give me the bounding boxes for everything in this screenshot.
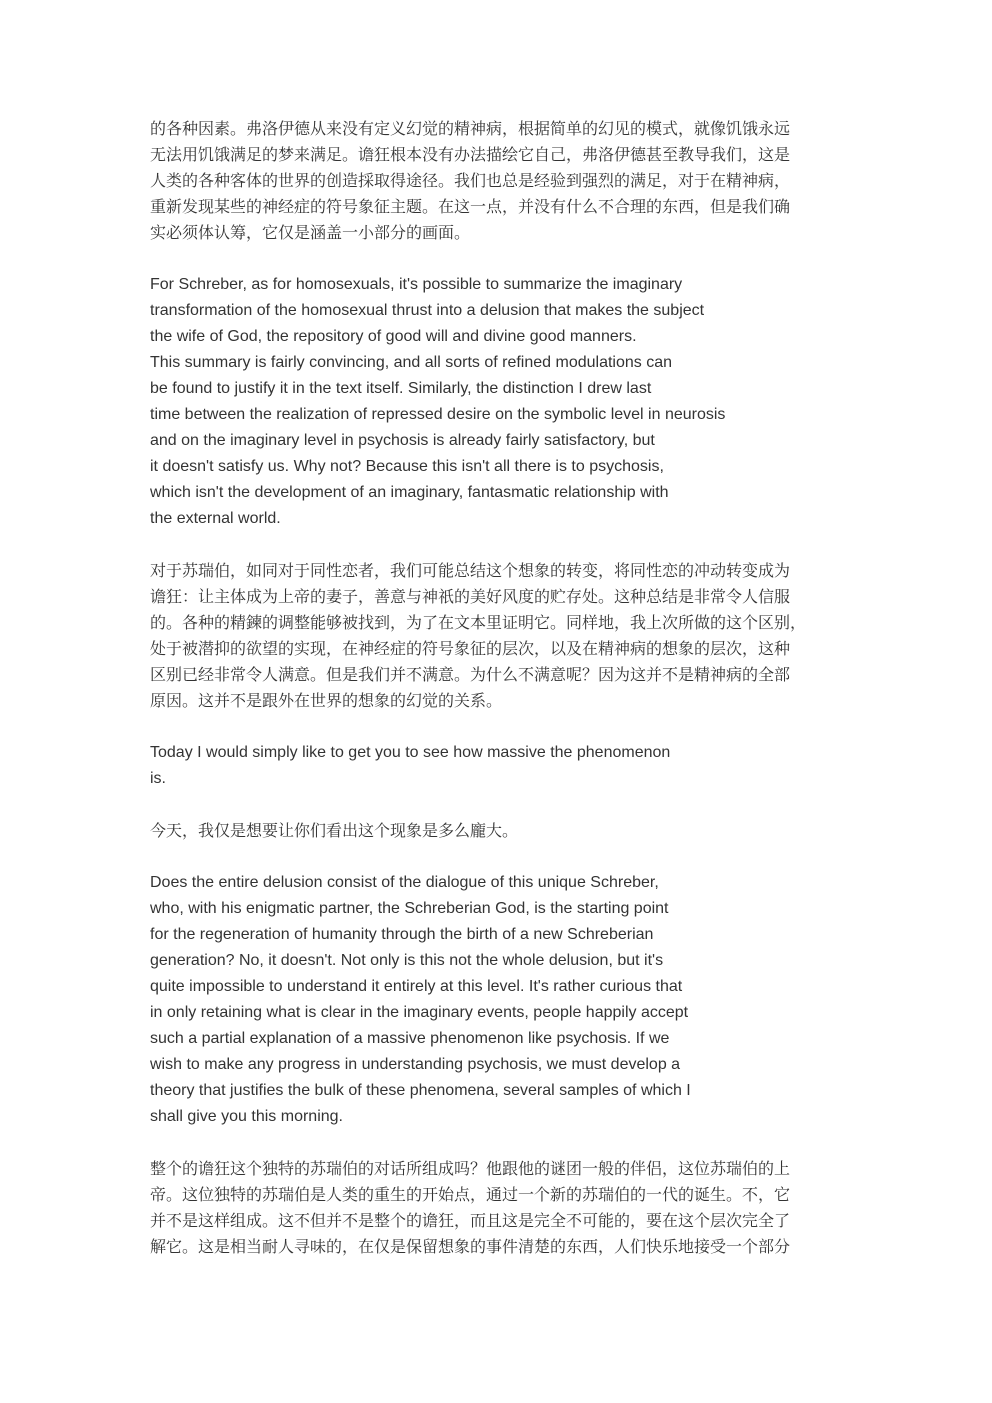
- text-line: time between the realization of repressed desire on the symbolic level in neurosis: [150, 406, 726, 423]
- paragraph-gap: [150, 246, 850, 272]
- english-paragraph: [150, 740, 850, 792]
- text-line: 谵狂：让主体成为上帝的妻子，善意与神祇的美好风度的贮存处。这种总结是非常令人信服: [150, 587, 791, 606]
- text-line: For Schreber, as for homosexuals, it's possible to summarize the imaginary: [150, 276, 683, 293]
- text-line: 无法用饥饿满足的梦来满足。谵狂根本没有办法描绘它自己，弗洛伊德甚至教导我们，这是: [150, 145, 791, 164]
- text-line: wish to make any progress in understanding psychosis, we must develop a: [150, 1056, 681, 1073]
- paragraph-gap: [150, 714, 850, 740]
- text-line: the wife of God, the repository of good will and divine good manners.: [150, 328, 637, 345]
- text-line: Does the entire delusion consist of the dialogue of this unique Schreber,: [150, 874, 659, 891]
- chinese-paragraph: [150, 818, 850, 844]
- text-line: is.: [150, 770, 166, 787]
- paragraph-gap: [150, 844, 850, 870]
- text-line: 帝。这位独特的苏瑞伯是人类的重生的开始点，通过一个新的苏瑞伯的一代的诞生。不，它: [150, 1185, 791, 1204]
- text-line: 解它。这是相当耐人寻味的，在仅是保留想象的事件清楚的东西，人们快乐地接受一个部分: [150, 1237, 791, 1256]
- text-line: 对于苏瑞伯，如同对于同性恋者，我们可能总结这个想象的转变，将同性恋的冲动转变成为: [150, 561, 791, 580]
- text-line: 原因。这并不是跟外在世界的想象的幻觉的关系。: [150, 691, 503, 710]
- text-line: shall give you this morning.: [150, 1108, 343, 1125]
- text-line: 的。各种的精鍊的调整能够被找到，为了在文本里证明它。同样地，我上次所做的这个区别，: [150, 613, 807, 632]
- text-line: 处于被潜抑的欲望的实现，在神经症的符号象征的层次，以及在精神病的想象的层次，这种: [150, 639, 791, 658]
- text-line: such a partial explanation of a massive phenomenon like psychosis. If we: [150, 1030, 670, 1047]
- text-line: 并不是这样组成。这不但并不是整个的谵狂，而且这是完全不可能的，要在这个层次完全了: [150, 1211, 791, 1230]
- text-line: theory that justifies the bulk of these phenomena, several samples of which I: [150, 1082, 691, 1099]
- text-line: who, with his enigmatic partner, the Schreberian God, is the starting point: [150, 900, 669, 917]
- text-line: transformation of the homosexual thrust into a delusion that makes the subject: [150, 302, 705, 319]
- text-line: and on the imaginary level in psychosis is already fairly satisfactory, but: [150, 432, 655, 449]
- text-line: generation? No, it doesn't. Not only is this not the whole delusion, but it's: [150, 952, 664, 969]
- text-line: which isn't the development of an imaginary, fantasmatic relationship with: [150, 484, 669, 501]
- text-line: 今天，我仅是想要让你们看出这个现象是多么龐大。: [150, 821, 519, 840]
- english-paragraph: [150, 272, 850, 532]
- text-line: 的各种因素。弗洛伊德从来没有定义幻觉的精神病，根据简单的幻见的模式，就像饥饿永远: [150, 119, 791, 138]
- text-line: This summary is fairly convincing, and all sorts of refined modulations can: [150, 354, 672, 371]
- paragraph-gap: [150, 792, 850, 818]
- english-paragraph: [150, 870, 850, 1130]
- text-line: 人类的各种客体的世界的创造採取得途径。我们也总是经验到强烈的满足，对于在精神病，: [150, 171, 791, 190]
- paragraph-gap: [150, 1130, 850, 1156]
- text-line: quite impossible to understand it entirely at this level. It's rather curious that: [150, 978, 683, 995]
- document-body: [150, 116, 850, 1260]
- chinese-paragraph: [150, 558, 850, 714]
- text-line: 整个的谵狂这个独特的苏瑞伯的对话所组成吗？他跟他的谜团一般的伴侣，这位苏瑞伯的上: [150, 1159, 791, 1178]
- text-line: in only retaining what is clear in the imaginary events, people happily accept: [150, 1004, 689, 1021]
- text-line: 重新发现某些的神经症的符号象征主题。在这一点，并没有什么不合理的东西，但是我们确: [150, 197, 791, 216]
- text-line: it doesn't satisfy us. Why not? Because this isn't all there is to psychosis,: [150, 458, 664, 475]
- text-line: be found to justify it in the text itself. Similarly, the distinction I drew last: [150, 380, 652, 397]
- chinese-paragraph: [150, 1156, 850, 1260]
- text-line: for the regeneration of humanity through the birth of a new Schreberian: [150, 926, 654, 943]
- text-line: Today I would simply like to get you to see how massive the phenomenon: [150, 744, 671, 761]
- text-line: the external world.: [150, 510, 281, 527]
- paragraph-gap: [150, 532, 850, 558]
- text-line: 区别已经非常令人满意。但是我们并不满意。为什么不满意呢？因为这并不是精神病的全部: [150, 665, 791, 684]
- text-line: 实必须体认筹，它仅是涵盖一小部分的画面。: [150, 223, 471, 242]
- chinese-paragraph: [150, 116, 850, 246]
